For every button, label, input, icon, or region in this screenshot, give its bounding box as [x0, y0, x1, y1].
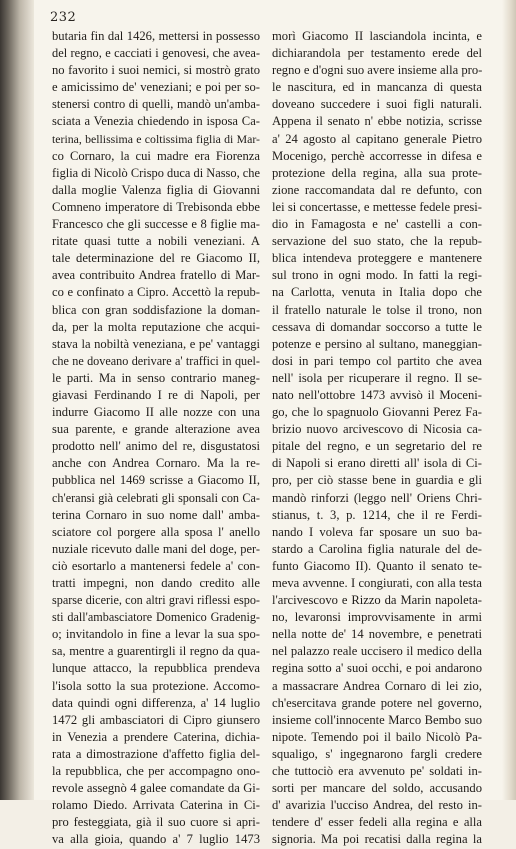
left-column-line: butaria fin dal 1426, mettersi in possesso — [52, 29, 260, 43]
left-column-line: sparse dicerie, con altri gravi riflessi espo- — [52, 593, 260, 608]
right-column-line: dio in Famagosta e ne' castelli a con- — [272, 217, 482, 232]
left-column-line: e amicissimo de' veneziani; e poi per so- — [52, 80, 260, 95]
right-column-line: morì Giacomo II lasciandola incinta, e — [272, 29, 482, 43]
right-column-line: potenze e persino al sultano, maneggian- — [272, 336, 482, 351]
left-column-line: sa, mentre a guarentirgli il regno da qua- — [52, 644, 260, 659]
left-column-line: va alla gioia, quando a' 7 luglio 1473 — [52, 832, 260, 847]
left-column-line: che ne doveano derivare a' traffici in quel- — [52, 353, 260, 368]
right-column-line: regno e d'ogni suo avere insieme alla pro- — [272, 63, 483, 78]
left-column-line: sciata a Venezia chiedendo in isposa Ca- — [52, 114, 260, 129]
right-column-line: che tuttociò era avvenuto pe' soldati in- — [272, 764, 482, 779]
right-column-line: na Carlotta, venuta in Italia dopo che — [272, 285, 482, 300]
right-column-line: meva avvenne. I congiurati, con alla testa — [272, 576, 482, 590]
right-text-column — [272, 28, 482, 849]
page-number: 232 — [50, 10, 77, 25]
right-column-line: mandò rinforzi (leggo nell' Oriens Chri- — [272, 490, 482, 505]
left-column-line: data quindi ogni differenza, a' 14 luglio — [52, 695, 260, 710]
left-column-line: sciatore col porgere alla sposa l' anello — [52, 524, 260, 539]
left-column-line: lunque attacco, la repubblica prendeva — [52, 661, 260, 676]
right-column-line: squaligo, s' ingegnarono fargli credere — [272, 746, 482, 761]
right-column-line: dosi in pari tempo col partito che avea — [272, 353, 482, 368]
right-column-line: stianus, t. 3, p. 1214, che il re Ferdi- — [272, 507, 482, 522]
right-column-line: nel palazzo reale uccisero il medico della — [272, 644, 482, 659]
left-column-line: figlia di Nicolò Crispo duca di Nasso, che — [52, 165, 260, 180]
right-column-line: regina sotto a' suoi occhi, e poi andarono — [272, 661, 482, 676]
left-column-line: no favorito i suoi nemici, si mostrò grato — [52, 63, 260, 78]
right-column-line: nando I voleva far sposare un suo ba- — [272, 524, 482, 539]
left-column-line: rolamo Diedo. Arrivata Caterina in Ci- — [52, 798, 260, 813]
left-column-line: Comneno imperatore di Trebisonda ebbe — [52, 199, 260, 214]
left-column-line: indurre Giacomo II alle nozze con una — [52, 405, 260, 420]
left-column-line: giavasi Ferdinando I re di Napoli, per — [52, 387, 260, 402]
left-column-line: pro festeggiata, già il suo cuore si apri- — [52, 815, 260, 830]
right-column-line: protezione della regina, alla sua prote- — [272, 165, 482, 180]
right-column-line: funto Giacomo II). Quanto il senato te- — [272, 558, 482, 573]
right-column-line: dichiarandola per testamento erede del — [272, 46, 482, 61]
right-column-line: blica intendeva proteggere e mantenere — [272, 251, 482, 266]
left-column-line: Francesco che gli successe e 8 figlie ma- — [52, 217, 260, 232]
left-column-line: prodotto nell' animo del re, disgustatosi — [52, 439, 260, 454]
right-column-line: a' 24 agosto al capitano generale Pietro — [272, 131, 482, 146]
right-column-line: brizio nuovo arcivescovo di Nicosia ca- — [272, 422, 482, 437]
left-column-line: avea contribuito Andrea fratello di Mar- — [52, 268, 260, 283]
left-column-line: nuziale ricevuto dalle mani del doge, per- — [52, 541, 260, 556]
left-column-line: stenersi contro di quelli, mandò un'amba- — [52, 97, 260, 112]
left-column-line: da, per la molta reputazione che acqui- — [52, 319, 260, 334]
left-column-line: anche con Andrea Cornaro. Ma la re- — [52, 456, 260, 471]
left-column-line: del regno, e cacciati i genovesi, che avea- — [52, 46, 260, 61]
left-column-line: co Cornaro, la cui madre era Fiorenza — [52, 148, 260, 163]
left-column-line: tratti impegni, non dando credito alle — [52, 576, 260, 590]
right-column-line: a massacrare Andrea Cornaro di lei zio, — [272, 678, 482, 693]
right-column-line: zione raccomandata dal re defunto, con — [272, 182, 482, 197]
left-text-column — [52, 28, 260, 849]
right-column-line: stardo a Carolina figlia naturale del de- — [272, 541, 482, 556]
right-column-line: doveano succedere i suoi figli naturali. — [272, 97, 482, 112]
left-column-line: 1472 gli ambasciatori di Cipro giunsero — [52, 712, 260, 727]
left-column-line: sua parente, e grande alterazione avea — [52, 422, 260, 437]
right-column-line: tendere d' esser fedeli alla regina e alla — [272, 815, 482, 830]
right-column-line: signoria. Ma poi recatisi dalla regina la — [272, 832, 482, 847]
right-column-line: nell' isola per ricuperare il regno. Il se- — [272, 370, 482, 385]
right-column-line: ch'esercitava grande potere nel governo, — [272, 695, 482, 710]
left-column-line: tale determinazione del re Giacomo II, — [52, 251, 260, 266]
right-column-line: nato nell'ottobre 1473 avvisò il Moceni- — [272, 387, 482, 402]
left-column-line: co e confinato a Cipro. Accettò la repub- — [52, 285, 260, 300]
left-column-line: terina Cornaro in suo nome dall' amba- — [52, 507, 260, 522]
right-column-line: nella notte de' 14 novembre, e penetrati — [272, 627, 482, 642]
left-column-line: terina, bellissima e coltissima figlia di Mar- — [52, 131, 260, 146]
right-column-line: lei si concertasse, e mettesse fedele presi- — [272, 199, 482, 214]
right-column-line: le nascitura, ed in mancanza di questa — [272, 80, 482, 95]
right-column-line: Appena il senato n' ebbe notizia, scrisse — [272, 114, 482, 129]
left-column-line: dalla moglie Valenza figlia di Giovanni — [52, 182, 260, 197]
right-column-line: sorti per mancare del soldo, accusando — [272, 781, 482, 796]
right-column-line: pro, per ciò stasse bene in guardia e gli — [272, 473, 482, 488]
left-column-line: revole assegnò 4 galee comandate da Gi- — [52, 781, 260, 796]
left-column-line: pubblica nel 1469 scrisse a Giacomo II, — [52, 473, 260, 488]
page-edge — [502, 0, 516, 800]
right-column-line: Mocenigo, perchè accorresse in difesa e — [272, 148, 482, 163]
right-column-line: go, che lo spagnuolo Giovanni Perez Fa- — [272, 405, 482, 420]
left-column-line: in Venezia a prendere Caterina, dichia- — [52, 729, 260, 744]
right-column-line: no, levaronsi improvvisamente in armi — [272, 610, 482, 625]
right-column-line: l'arcivescovo e Rizzo da Marin napoleta- — [272, 593, 482, 608]
left-column-line: sti dall'ambasciatore Domenico Gradenig- — [52, 610, 260, 625]
right-column-line: di Napoli si erano diretti all' isola di Ci- — [272, 456, 482, 471]
left-column-line: la repubblica, che per accompagno ono- — [52, 764, 260, 779]
right-column-line: nipote. Temendo poi il bailo Nicolò Pa- — [272, 729, 482, 744]
left-column-line: l'isola sotto la sua protezione. Accomo- — [52, 678, 260, 693]
left-column-line: ch'eransi già celebrati gli sponsali con Ca- — [52, 490, 260, 505]
right-column-line: servazione del suo stato, che la repub- — [272, 234, 482, 249]
right-column-line: insieme coll'innocente Marco Bembo suo — [272, 712, 482, 727]
left-column-line: ciò esortarlo a mantenersi fedele a' con- — [52, 558, 260, 573]
left-column-line: ritate quasi tutte a nobili veneziani. A — [52, 234, 260, 249]
binding-shadow — [0, 0, 34, 800]
left-column-line: blica con gran soddisfazione la doman- — [52, 302, 260, 317]
right-column-line: sul trono in ogni modo. In fatti la regi- — [272, 268, 482, 283]
right-column-line: il fratello naturale le tolse il trono, non — [272, 302, 482, 317]
right-column-line: cessava di domandar soccorso a tutte le — [272, 319, 482, 334]
left-column-line: stava la nobiltà veneziana, e pe' vantaggi — [52, 336, 260, 351]
left-column-line: le parti. Ma in senso contrario maneg- — [52, 370, 260, 385]
right-column-line: d' avarizia l'ucciso Andrea, del resto in- — [272, 798, 482, 813]
left-column-line: o; invitandolo in fine a levar la sua spo- — [52, 627, 260, 642]
left-column-line: rata a dimostrazione d'affetto figlia del- — [52, 746, 260, 761]
right-column-line: pitale del regno, e un segretario del re — [272, 439, 482, 454]
